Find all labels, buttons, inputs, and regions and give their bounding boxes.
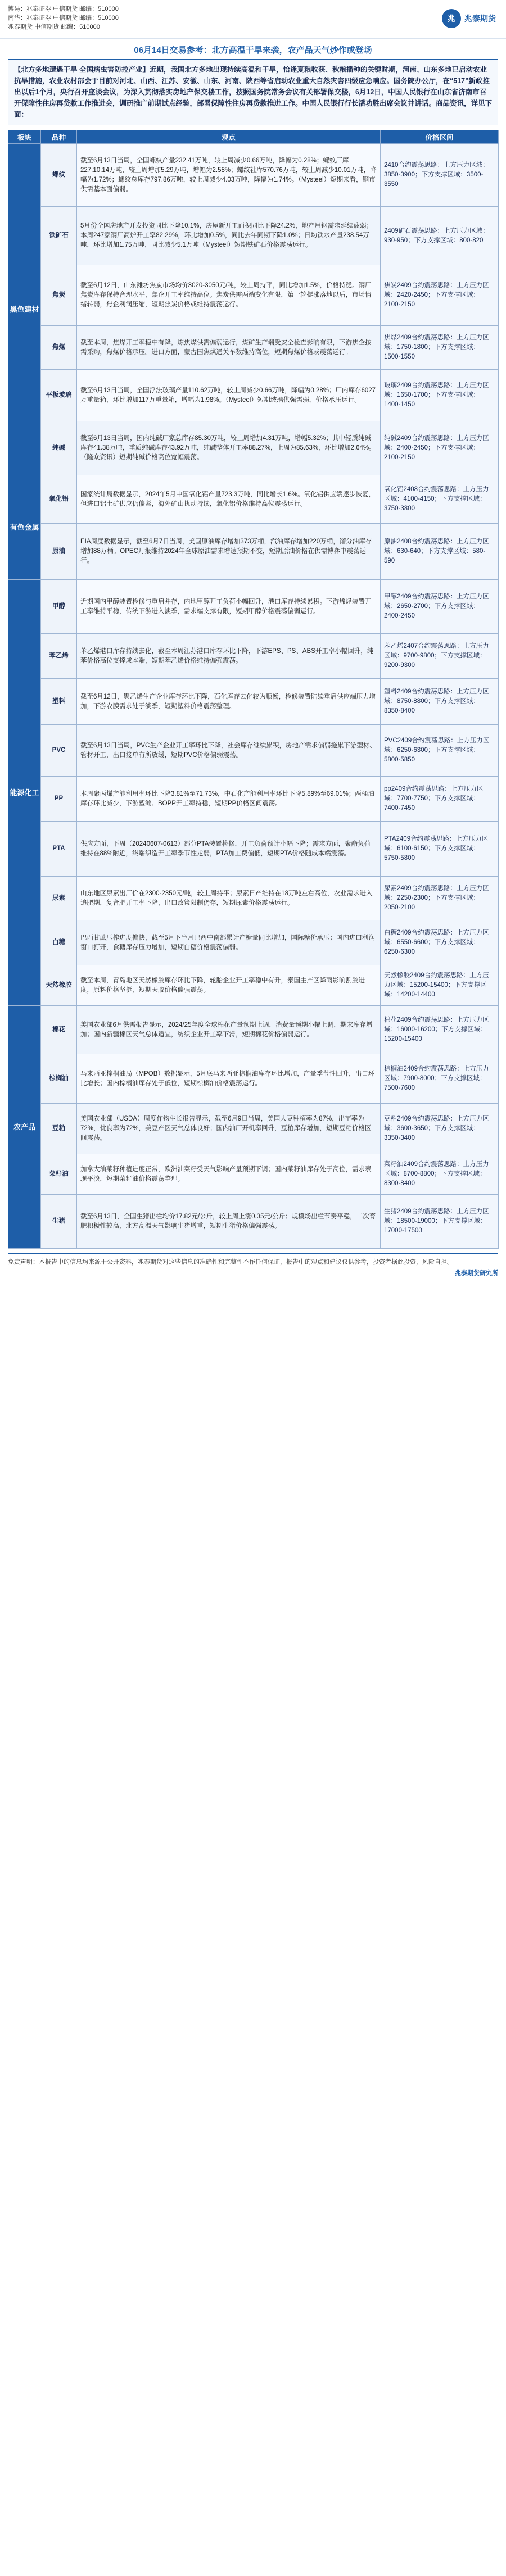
price-cell: 苯乙烯2407合约震荡思路：上方压力区域：9700-9800；下方支撑区域：9200-9300 [381, 634, 499, 679]
column-header-variety: 品种 [41, 130, 77, 144]
variety-cell: 铁矿石 [41, 207, 77, 265]
price-cell: 棕榈油2409合约震荡思路：上方压力区域：7900-8000；下方支撑区域：7500-7600 [381, 1054, 499, 1104]
table-row [8, 822, 499, 877]
view-cell: 截至6月13日当周，国内纯碱厂家总库存85.30万吨，较上周增加4.31万吨，增幅5.32%；其中轻质纯碱库存41.38万吨，重质纯碱库存43.92万吨，纯碱整体开工率88.27%，上周为85.63%，环比增加2.64%。（隆众资讯）短期纯碱价格高位宽幅震荡。 [77, 421, 381, 475]
company-logo [442, 9, 496, 28]
table-row [8, 1154, 499, 1195]
sector-cell: 农产品 [8, 1006, 41, 1249]
reference-table [8, 130, 499, 1249]
table-row [8, 1195, 499, 1249]
view-cell: 美国农业部6月供需报告显示，2024/25年度全球棉花产量预期上调，消费量预期小幅上调，期末库存增加；国内新疆棉区天气总体适宜，纺织企业开工率下滑，短期棉花价格偏弱运行。 [77, 1006, 381, 1054]
variety-cell: PP [41, 777, 77, 822]
logo-mark: 兆 [442, 9, 461, 28]
column-header-view: 观点 [77, 130, 381, 144]
variety-cell: 焦炭 [41, 265, 77, 326]
table-row [8, 370, 499, 421]
table-row [8, 265, 499, 326]
variety-cell: 白糖 [41, 920, 77, 965]
variety-cell: 纯碱 [41, 421, 77, 475]
table-row [8, 421, 499, 475]
sector-cell: 黑色建材 [8, 144, 41, 475]
table-row [8, 634, 499, 679]
variety-cell: 棉花 [41, 1006, 77, 1054]
price-cell: 焦炭2409合约震荡思路：上方压力区域：2420-2450；下方支撑区域：2100-2150 [381, 265, 499, 326]
view-cell: 截至6月13日当周，全国螺纹产量232.41万吨，较上周减少0.66万吨，降幅为0.28%；螺纹厂库227.10.14万吨，较上周增加5.29万吨，增幅为2.58%；螺纹社库570.76万吨，较上周减少10.01万吨，降幅为1.72%；螺纹总库存797.86万吨，较上周减少4.03万吨，降幅为1.74%。（Mysteel）短期来看，钢市供需基本面偏弱。 [77, 144, 381, 207]
sector-cell: 能源化工 [8, 580, 41, 1006]
variety-cell: 天然橡胶 [41, 965, 77, 1006]
price-cell: 纯碱2409合约震荡思路：上方压力区域：2400-2450；下方支撑区域：2100-2150 [381, 421, 499, 475]
variety-cell: 生猪 [41, 1195, 77, 1249]
price-cell: 天然橡胶2409合约震荡思路：上方压力区域：15200-15400；下方支撑区域：14200-14400 [381, 965, 499, 1006]
price-cell: 原油2408合约震荡思路：上方压力区域：630-640；下方支撑区域：580-590 [381, 524, 499, 580]
variety-cell: 甲醇 [41, 580, 77, 634]
variety-cell: 苯乙烯 [41, 634, 77, 679]
price-cell: 甲醇2409合约震荡思路：上方压力区域：2650-2700；下方支撑区域：2400-2450 [381, 580, 499, 634]
view-cell: 截至本周，青岛地区天然橡胶库存环比下降，轮胎企业开工率稳中有升，泰国主产区降雨影响割胶进度，原料价格坚挺，短期天胶价格偏强震荡。 [77, 965, 381, 1006]
price-cell: 菜籽油2409合约震荡思路：上方压力区域：8700-8800；下方支撑区域：8300-8400 [381, 1154, 499, 1195]
logo-text: 兆泰期货 [464, 14, 496, 23]
view-cell: 供应方面，下周（20240607-0613）部分PTA装置检修，开工负荷预计小幅下降；需求方面，聚酯负荷维持在88%附近，终端织造开工率季节性走弱，PTA加工费偏低，短期PTA价格随成本端震荡。 [77, 822, 381, 877]
view-cell: 苯乙烯港口库存持续去化，截至本周江苏港口库存环比下降，下游EPS、PS、ABS开工率小幅回升，纯苯价格高位支撑成本端，短期苯乙烯价格维持偏强震荡。 [77, 634, 381, 679]
footer [8, 1253, 498, 1278]
view-cell: 美国农业部（USDA）周度作物生长报告显示，截至6月9日当周，美国大豆种植率为87%，出苗率为72%，优良率为72%，美豆产区天气总体良好；国内油厂开机率回升，豆粕库存增加，短期豆粕价格区间震荡。 [77, 1104, 381, 1154]
view-cell: 截至6月13日，全国生猪出栏均价17.82元/公斤，较上周上涨0.35元/公斤；规模场出栏节奏平稳，二次育肥积极性较高，北方高温天气影响生猪增重，短期生猪价格偏强震荡。 [77, 1195, 381, 1249]
variety-cell: 豆粕 [41, 1104, 77, 1154]
view-cell: 本周聚丙烯产能利用率环比下降3.81%至71.73%，中石化产能利用率环比下降5.89%至69.01%；两桶油库存环比减少，下游塑编、BOPP开工率持稳，短期PP价格区间震荡。 [77, 777, 381, 822]
footer-company: 兆泰期货研究所 [455, 1270, 498, 1277]
variety-cell: 螺纹 [41, 144, 77, 207]
price-cell: pp2409合约震荡思路：上方压力区域：7700-7750；下方支撑区域：7400-7450 [381, 777, 499, 822]
table-row [8, 725, 499, 777]
column-header-sector: 板块 [8, 130, 41, 144]
price-cell: PTA2409合约震荡思路：上方压力区域：6100-6150；下方支撑区域：5750-5800 [381, 822, 499, 877]
table-row [8, 580, 499, 634]
table-row [8, 920, 499, 965]
column-header-price: 价格区间 [381, 130, 499, 144]
view-cell: 近期国内甲醇装置检修与重启并存，内地甲醇开工负荷小幅回升，港口库存持续累积。下游烯烃装置开工率维持平稳，传统下游进入淡季，需求端支撑有限，短期甲醇价格震荡偏弱运行。 [77, 580, 381, 634]
variety-cell: PTA [41, 822, 77, 877]
variety-cell: 焦煤 [41, 326, 77, 370]
disclaimer-text: 免责声明：本报告中的信息均来源于公开资料，兆泰期货对这些信息的准确性和完整性不作任何保证，报告中的观点和建议仅供参考，投资者据此投资，风险自担。 [8, 1259, 453, 1266]
view-cell: 巴西甘蔗压榨进度偏快，截至5月下半月巴西中南部累计产糖量同比增加，国际糖价承压；国内进口利润窗口打开，食糖库存压力增加，短期白糖价格震荡偏弱。 [77, 920, 381, 965]
table-body [8, 144, 499, 1249]
table-row [8, 207, 499, 265]
price-cell: 生猪2409合约震荡思路：上方压力区域：18500-19000；下方支撑区域：17000-17500 [381, 1195, 499, 1249]
table-row [8, 1054, 499, 1104]
view-cell: 截至6月12日，山东潍坊焦炭市场均价3020-3050元/吨，较上周持平，同比增加1.5%，价格持稳。钢厂焦炭库存保持合理水平，焦企开工率维持高位。焦炭供需两端变化有限，第一轮提涨落地以后，市场情绪转弱，焦企利润压缩，短期焦炭价格或维持震荡运行。 [77, 265, 381, 326]
view-cell: 截至本周，焦煤开工率稳中有降，炼焦煤供需偏弱运行，煤矿生产端受安全检查影响有限，下游焦企按需采购，焦煤价格承压。进口方面，蒙古国焦煤通关车数维持高位，短期焦煤价格或震荡运行。 [77, 326, 381, 370]
variety-cell: 氧化铝 [41, 475, 77, 524]
summary-box: 【北方多地遭遇干旱 全国病虫害防控产业】近期，我国北方多地出现持续高温和干旱，恰逢夏粮收获、秋粮播种的关键时期，河南、山东多地已启动农业抗旱措施，农业农村部会于目前对河北、山西、江苏、安徽、山东、河南、陕西等省启动农业重大自然灾害四级应急响应。国务院办公厅，在“517”新政推出以后1个月，央行召开座谈会议，为深入贯彻落实房地产保交楼工作，按照国务院常务会议有关部署保交楼，6月12日，中国人民银行在山东省济南市召开保障性住房再贷款工作推进会，调研推广前期试点经验，部署保障性住房再贷款推进工作。中国人民银行行长潘功胜出席会议并讲话。商品资讯，详见下面： [8, 59, 498, 125]
view-cell: 国家统计局数据显示，2024年5月中国氧化铝产量723.3万吨，同比增长1.6%。氧化铝供应端逐步恢复，但进口铝土矿供应仍偏紧，海外矿山扰动持续，氧化铝价格维持高位震荡运行。 [77, 475, 381, 524]
variety-cell: 塑料 [41, 679, 77, 725]
variety-cell: 原油 [41, 524, 77, 580]
view-cell: 5月份全国房地产开发投资同比下降10.1%，房屋新开工面积同比下降24.2%，地产用钢需求延续疲弱；本周247家钢厂高炉开工率82.29%，环比增加0.5%，同比去年同期下降1.0%；日均铁水产量238.54万吨，环比增加1.75万吨，同比减少5.1万吨（Mysteel）短期铁矿石价格震荡运行。 [77, 207, 381, 265]
header-bar [0, 0, 506, 39]
price-cell: PVC2409合约震荡思路：上方压力区域：6250-6300；下方支撑区域：5800-5850 [381, 725, 499, 777]
table-row [8, 1104, 499, 1154]
price-cell: 棉花2409合约震荡思路：上方压力区域：16000-16200；下方支撑区域：15200-15400 [381, 1006, 499, 1054]
table-header-row [8, 130, 499, 144]
view-cell: EIA周度数据显示，截至6月7日当周，美国原油库存增加373万桶，汽油库存增加220万桶，馏分油库存增加88万桶。OPEC月报维持2024年全球原油需求增速预期不变，短期原油价格在供需博弈中震荡运行。 [77, 524, 381, 580]
price-cell: 2410合约震荡思路：上方压力区域：3850-3900；下方支撑区域：3500-3550 [381, 144, 499, 207]
variety-cell: 尿素 [41, 877, 77, 920]
view-cell: 马来西亚棕榈油局（MPOB）数据显示，5月底马来西亚棕榈油库存环比增加，产量季节性回升，出口环比增长；国内棕榈油库存处于低位，短期棕榈油价格震荡运行。 [77, 1054, 381, 1104]
table-row [8, 144, 499, 207]
header-line-2: 南华：兆泰证券 中信期货 邮编：510000 [8, 15, 119, 21]
header-line-1: 博易：兆泰证券 中信期货 邮编：510000 [8, 6, 119, 12]
sector-cell: 有色金属 [8, 475, 41, 580]
table-row [8, 326, 499, 370]
variety-cell: PVC [41, 725, 77, 777]
price-cell: 玻璃2409合约震荡思路：上方压力区域：1650-1700；下方支撑区域：1400-1450 [381, 370, 499, 421]
view-cell: 截至6月13日当周，PVC生产企业开工率环比下降，社会库存继续累积，房地产需求偏弱拖累下游型材、管材开工，出口接单有所放缓，短期PVC价格偏弱震荡。 [77, 725, 381, 777]
price-cell: 白糖2409合约震荡思路：上方压力区域：6550-6600；下方支撑区域：6250-6300 [381, 920, 499, 965]
table-row [8, 877, 499, 920]
price-cell: 氧化铝2408合约震荡思路：上方压力区域：4100-4150；下方支撑区域：3750-3800 [381, 475, 499, 524]
table-row [8, 475, 499, 524]
price-cell: 塑料2409合约震荡思路：上方压力区域：8750-8800；下方支撑区域：8350-8400 [381, 679, 499, 725]
table-row [8, 1006, 499, 1054]
price-cell: 2409矿石震荡思路：上方压力区域：930-950；下方支撑区域：800-820 [381, 207, 499, 265]
table-row [8, 965, 499, 1006]
page-title: 06月14日交易参考：北方高温干旱来袭，农产品天气炒作或登场 [134, 46, 372, 55]
view-cell: 加拿大油菜籽种植进度正常，欧洲油菜籽受天气影响产量预期下调；国内菜籽油库存处于高位，需求表现平淡，短期菜籽油价格震荡整理。 [77, 1154, 381, 1195]
table-row [8, 679, 499, 725]
price-cell: 尿素2409合约震荡思路：上方压力区域：2250-2300；下方支撑区域：2050-2100 [381, 877, 499, 920]
price-cell: 焦煤2409合约震荡思路：上方压力区域：1750-1800；下方支撑区域：1500-1550 [381, 326, 499, 370]
header-line-3: 兆泰期货 中信期货 邮编：510000 [8, 24, 100, 30]
view-cell: 截至6月12日，聚乙烯生产企业库存环比下降，石化库存去化较为顺畅，检修装置陆续重启供应端压力增加，下游农膜需求处于淡季，短期塑料价格震荡整理。 [77, 679, 381, 725]
table-row [8, 524, 499, 580]
table-row [8, 777, 499, 822]
variety-cell: 菜籽油 [41, 1154, 77, 1195]
view-cell: 截至6月13日当周，全国浮法玻璃产量110.62万吨，较上周减少0.66万吨，降幅为0.28%；厂内库存6027万重量箱，环比增加117万重量箱，增幅为1.98%。（Mysteel）短期玻璃供强需弱，价格承压运行。 [77, 370, 381, 421]
price-cell: 豆粕2409合约震荡思路：上方压力区域：3600-3650；下方支撑区域：3350-3400 [381, 1104, 499, 1154]
view-cell: 山东地区尿素出厂价在2300-2350元/吨，较上周持平；尿素日产维持在18万吨左右高位，农业需求进入追肥期，复合肥开工率下降，出口政策限制仍存，短期尿素价格震荡运行。 [77, 877, 381, 920]
variety-cell: 平板玻璃 [41, 370, 77, 421]
variety-cell: 棕榈油 [41, 1054, 77, 1104]
